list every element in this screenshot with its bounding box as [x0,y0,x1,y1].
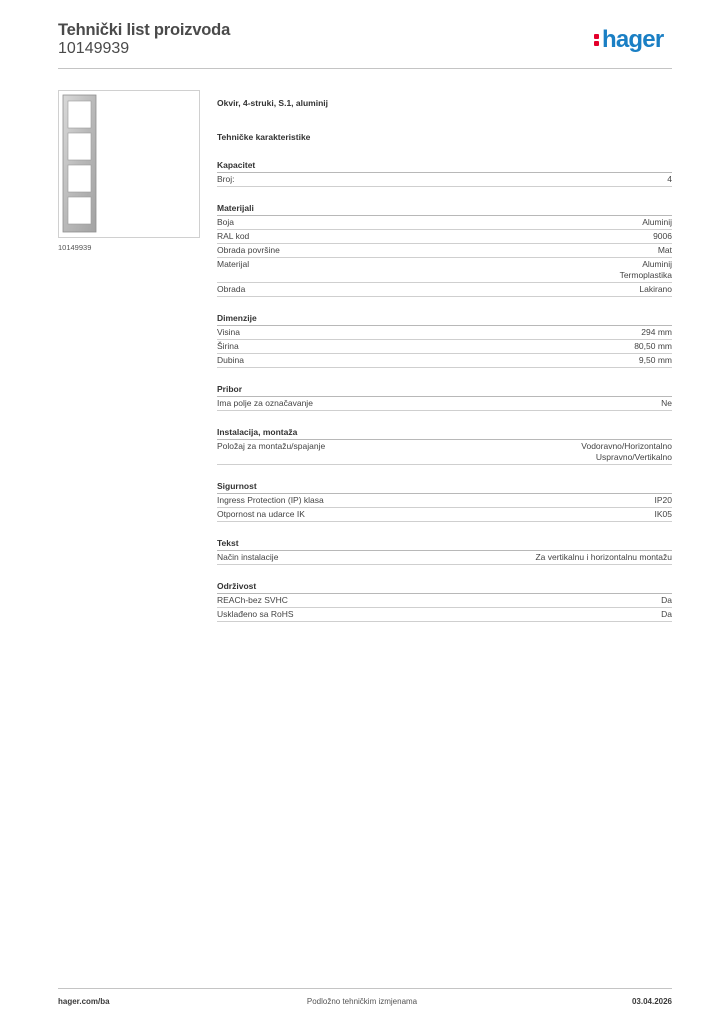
section-title: Dimenzije [217,312,672,326]
spec-value [642,217,672,228]
spec-row [217,216,672,230]
spec-label: Ima polje za označavanje [217,398,313,408]
logo-text: hager [602,26,664,53]
spec-value-line: Ne [661,398,672,408]
spec-section [217,426,672,465]
footer-date: 03.04.2026 [631,997,672,1006]
image-caption: 10149939 [58,243,92,252]
section-title: Instalacija, montaža [217,426,672,440]
spec-value [658,245,672,256]
spec-row [217,508,672,522]
section-title: Pribor [217,383,672,397]
footer-website-link[interactable]: hager.com/ba [58,997,110,1006]
spec-value [581,441,672,463]
spec-label: Boja [217,217,235,227]
spec-section [217,480,672,522]
spec-value-line: Termoplastika [619,270,672,280]
spec-heading: Tehničke karakteristike [217,132,311,142]
spec-label: Otpornost na udarce IK [217,509,305,519]
footer-divider [58,988,672,989]
logo-dots-icon [594,33,599,47]
spec-label: Dubina [217,355,244,365]
spec-label: Položaj za montažu/spajanje [217,441,326,451]
spec-section [217,383,672,411]
spec-section [217,580,672,622]
spec-row [217,397,672,411]
spec-label: Broj: [217,174,235,184]
spec-value-line: Uspravno/Vertikalno [595,452,672,462]
spec-row [217,258,672,283]
spec-value [661,609,672,620]
spec-sections [217,159,672,622]
spec-label: REACh-bez SVHC [217,595,288,605]
footer-notice: Podložno tehničkim izmjenama [306,997,418,1006]
frame-4-gang-icon [59,91,199,237]
spec-row [217,494,672,508]
spec-value [667,174,672,185]
spec-value-line: Aluminij [642,217,672,227]
spec-table [217,96,672,622]
spec-value-line: Da [661,609,672,619]
product-image [58,90,200,238]
spec-value [655,509,673,520]
spec-value-line: 294 mm [641,327,672,337]
spec-label: Obrada [217,284,246,294]
spec-section [217,537,672,565]
spec-value [535,552,672,563]
spec-label: Visina [217,327,240,337]
section-title: Kapacitet [217,159,672,173]
spec-row [217,551,672,565]
spec-value [620,259,672,281]
spec-row [217,326,672,340]
spec-row [217,244,672,258]
section-title: Održivost [217,580,672,594]
spec-value [639,355,672,366]
section-title: Tekst [217,537,672,551]
spec-value [634,341,672,352]
spec-row [217,354,672,368]
spec-value [639,284,672,295]
spec-value-line: 9,50 mm [638,355,672,365]
product-name: Okvir, 4-struki, S.1, aluminij [217,98,329,108]
header-divider [58,68,672,69]
spec-value [641,327,672,338]
spec-value-line: IK05 [654,509,672,519]
spec-value [661,398,672,409]
spec-label: Obrada površine [217,245,280,255]
spec-row [217,283,672,297]
section-title: Sigurnost [217,480,672,494]
spec-label: Ingress Protection (IP) klasa [217,495,324,505]
spec-section [217,159,672,187]
spec-label: Širina [217,341,239,351]
spec-row [217,594,672,608]
spec-row [217,230,672,244]
spec-value [655,495,673,506]
spec-label: Materijal [217,259,250,269]
spec-value [653,231,672,242]
section-title: Materijali [217,202,672,216]
spec-value-line: 9006 [653,231,672,241]
spec-value [661,595,672,606]
spec-section [217,202,672,297]
page-title: Tehnički list proizvoda [58,21,231,39]
product-code: 10149939 [58,40,130,57]
spec-section [217,312,672,368]
spec-value-line: IP20 [654,495,672,505]
spec-value-line: 4 [667,174,672,184]
spec-row [217,173,672,187]
spec-value-line: Za vertikalnu i horizontalnu montažu [535,552,672,562]
spec-label: RAL kod [217,231,250,241]
hager-logo[interactable] [594,28,663,52]
spec-row [217,608,672,622]
spec-row [217,340,672,354]
spec-label: Usklađeno sa RoHS [217,609,294,619]
spec-value-line: Da [661,595,672,605]
spec-label: Način instalacije [217,552,279,562]
spec-value-line: Mat [657,245,672,255]
spec-value-line: Lakirano [639,284,672,294]
spec-value-line: Aluminij [642,259,672,269]
spec-row [217,440,672,465]
spec-value-line: 80,50 mm [634,341,672,351]
spec-value-line: Vodoravno/Horizontalno [581,441,672,451]
